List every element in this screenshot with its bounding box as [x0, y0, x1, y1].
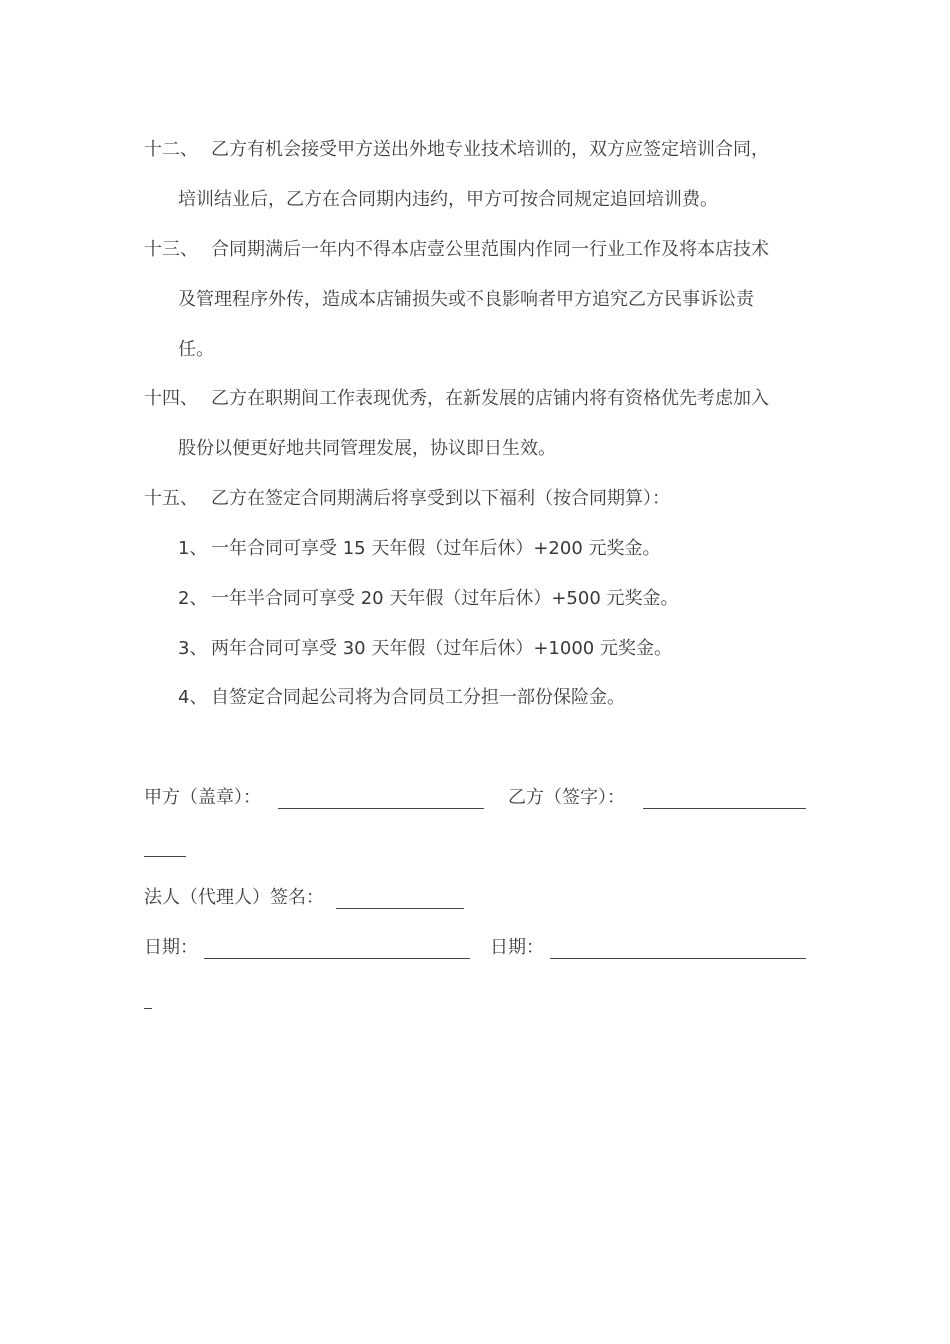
- clause-number: 十四、: [144, 388, 198, 409]
- party-a-signature-line[interactable]: [278, 790, 484, 809]
- date-b-line-continued[interactable]: [144, 990, 152, 1009]
- legal-rep-signature-line[interactable]: [336, 890, 464, 909]
- clause-text-line: 股份以便更好地共同管理发展，协议即日生效。: [178, 438, 556, 459]
- benefit-number: 1、: [178, 538, 208, 559]
- date-b-line[interactable]: [550, 940, 806, 959]
- clause-text-line: 培训结业后，乙方在合同期内违约，甲方可按合同规定追回培训费。: [178, 189, 718, 210]
- clause-text-line: 及管理程序外传，造成本店铺损失或不良影响者甲方追究乙方民事诉讼责: [178, 289, 754, 310]
- clause-text-line: 合同期满后一年内不得本店壹公里范围内作同一行业工作及将本店技术: [211, 239, 769, 260]
- benefit-text: 一年半合同可享受 20 天年假（过年后休）+500 元奖金。: [211, 588, 679, 609]
- party-b-signature-line-continued[interactable]: [144, 838, 186, 857]
- date-a-line[interactable]: [204, 940, 470, 959]
- clause-text-line: 乙方在签定合同期满后将享受到以下福利（按合同期算）：: [211, 488, 670, 509]
- clause-text-line: 乙方在职期间工作表现优秀，在新发展的店铺内将有资格优先考虑加入: [211, 388, 769, 409]
- benefit-text: 两年合同可享受 30 天年假（过年后休）+1000 元奖金。: [211, 638, 672, 659]
- date-a-label: 日期：: [144, 937, 198, 958]
- benefit-number: 3、: [178, 638, 208, 659]
- clause-text-line: 任。: [178, 339, 214, 360]
- legal-rep-label: 法人（代理人）签名：: [144, 887, 324, 908]
- date-b-label: 日期：: [490, 937, 544, 958]
- party-a-label: 甲方（盖章）：: [144, 787, 261, 808]
- benefit-number: 2、: [178, 588, 208, 609]
- benefit-text: 一年合同可享受 15 天年假（过年后休）+200 元奖金。: [211, 538, 661, 559]
- benefit-number: 4、: [178, 687, 208, 708]
- clause-number: 十五、: [144, 488, 198, 509]
- party-b-label: 乙方（签字）：: [508, 787, 625, 808]
- clause-number: 十三、: [144, 239, 198, 260]
- party-b-signature-line[interactable]: [643, 790, 806, 809]
- clause-number: 十二、: [144, 139, 198, 160]
- clause-text-line: 乙方有机会接受甲方送出外地专业技术培训的，双方应签定培训合同，: [211, 139, 769, 160]
- benefit-text: 自签定合同起公司将为合同员工分担一部份保险金。: [211, 687, 625, 708]
